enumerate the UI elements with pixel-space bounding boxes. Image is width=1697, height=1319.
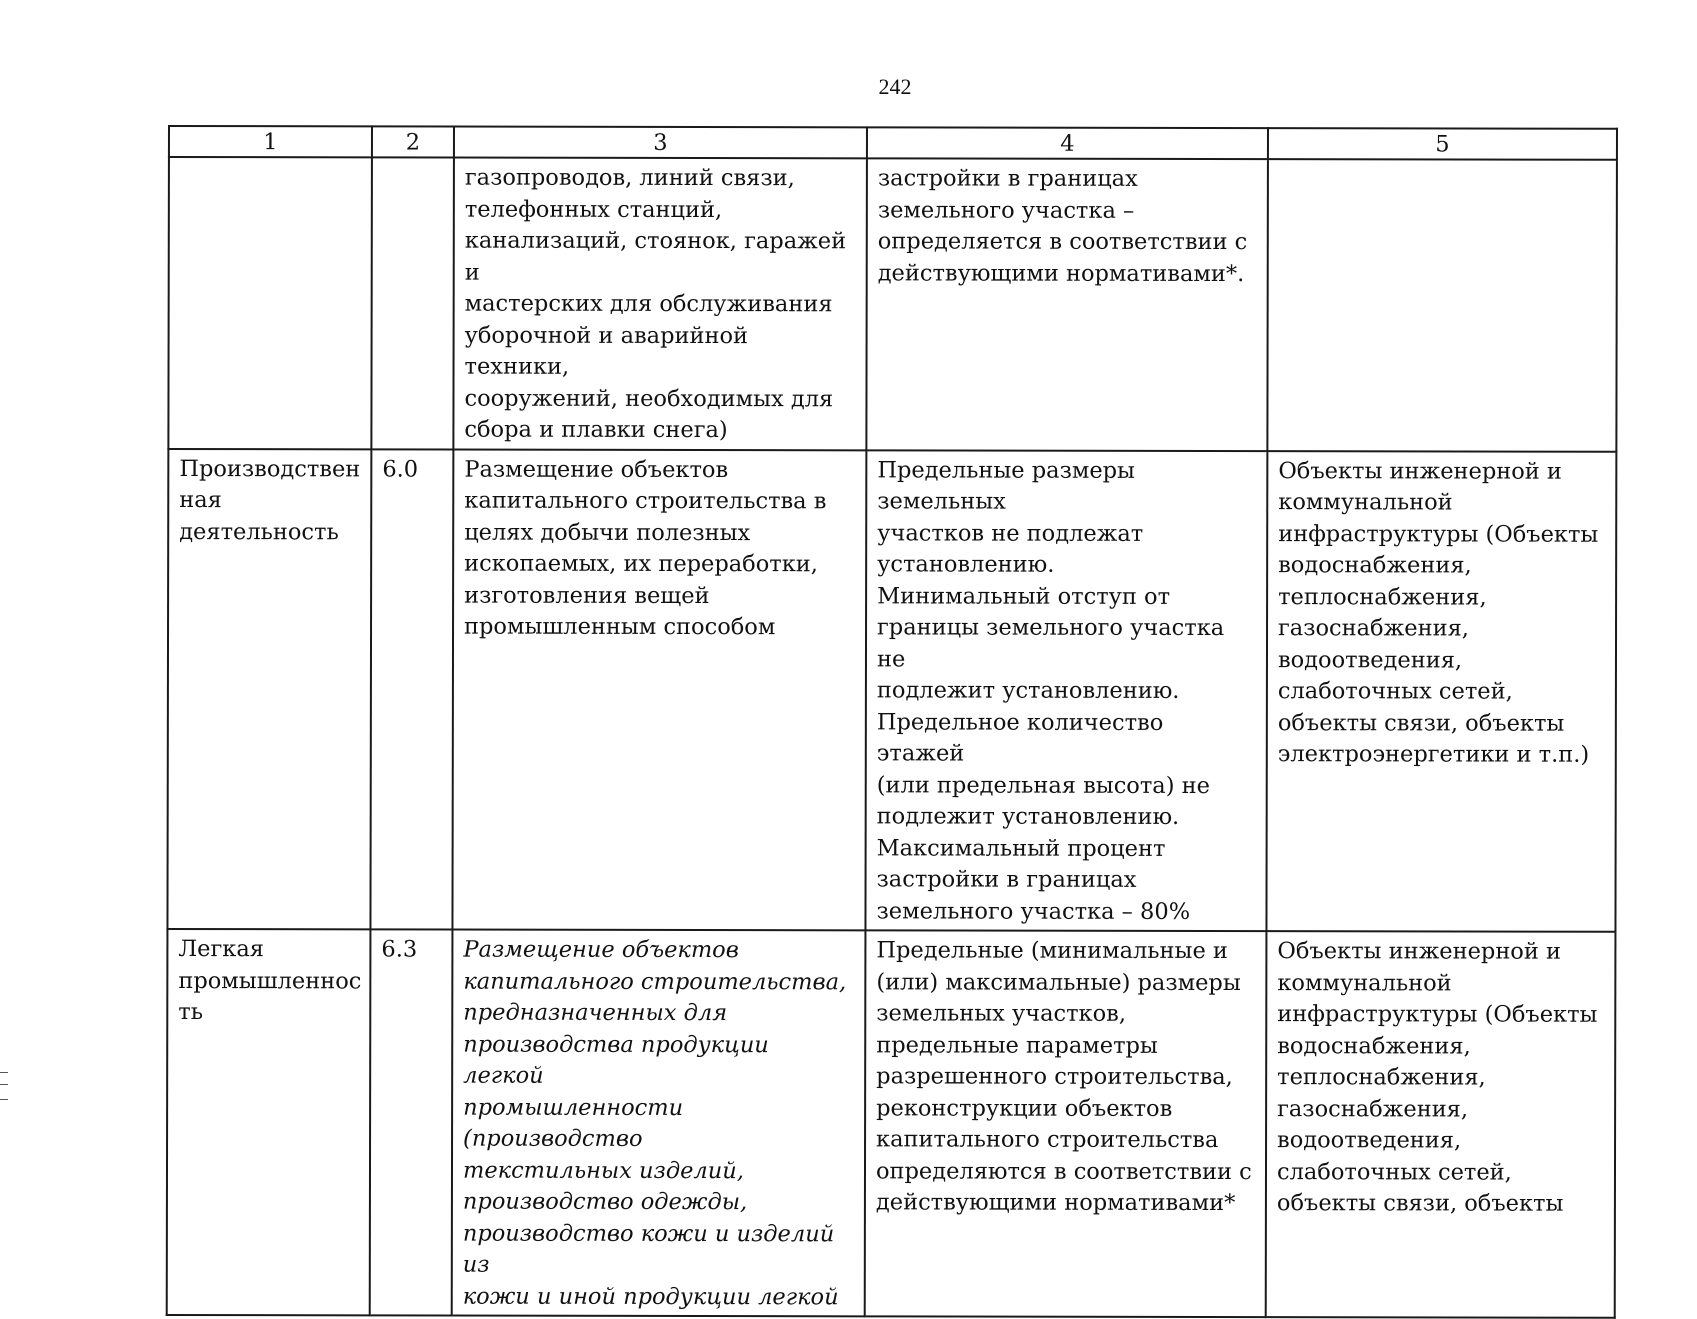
table-cell-parameters: Предельные (минимальные и (или) максимальные) размеры земельных участков, предельные параметры разрешенного строительства, реконструкции объектов капитального строительства определяются в соответствии с действующими нормативами* [865, 930, 1267, 1317]
table-row [167, 929, 1616, 1318]
column-header-4: 4 [867, 127, 1268, 159]
table-row [168, 157, 1617, 451]
column-header-3: 3 [454, 127, 867, 159]
column-header-5: 5 [1268, 128, 1617, 160]
table-cell-parameters: Предельные размеры земельных участков не подлежат установлению. Минимальный отступ от границы земельного участка не подлежит установлению. Предельное количество этажей (или предельная высота) не подлежит установлению. Максимальный процент застройки в границах земельного участка – 80% [865, 450, 1267, 931]
table-cell-use-name [168, 157, 372, 449]
table-cell-description: газопроводов, линий связи, телефонных станций, канализаций, стоянок, гаражей и мастерских для обслуживания уборочной и аварийной техники, сооружений, необходимых для сбора и плавки снега) [453, 158, 867, 450]
table-cell-description: Размещение объектов капитального строительства в целях добычи полезных ископаемых, их переработки, изготовления вещей промышленным способом [452, 449, 866, 930]
table-cell-auxiliary-uses: Объекты инженерной и коммунальной инфраструктуры (Объекты водоснабжения, теплоснабжения, газоснабжения, водоотведения, слаботочных сетей, объекты связи, объекты [1266, 931, 1616, 1318]
table-cell-auxiliary-uses [1267, 159, 1617, 451]
table-cell-use-name: Производствен ная деятельность [167, 449, 371, 930]
table-cell-code [371, 157, 454, 449]
table-header-row [169, 126, 1617, 160]
table-row [167, 449, 1616, 932]
table-cell-description: Размещение объектов капитального строительства, предназначенных для производства продукции легкой промышленности (производство текстильных изделий, производство одежды, производство кожи и изделий из кожи и иной продукции легкой [452, 930, 866, 1317]
column-header-1: 1 [169, 126, 372, 157]
column-header-2: 2 [372, 126, 454, 157]
table-cell-code: 6.0 [370, 449, 453, 930]
table-cell-use-name: Легкая промышленнос ть [167, 929, 371, 1315]
table-cell-code: 6.3 [370, 929, 453, 1315]
table-cell-parameters: застройки в границах земельного участка – определяется в соответствии с действующими нормативами*. [866, 158, 1268, 450]
scan-edge-mark [0, 1072, 8, 1100]
page-number: 242 [878, 74, 912, 99]
zoning-table [166, 125, 1618, 1319]
table-cell-auxiliary-uses: Объекты инженерной и коммунальной инфраструктуры (Объекты водоснабжения, теплоснабжения, газоснабжения, водоотведения, слаботочных сетей, объекты связи, объекты электроэнергетики и т.п.) [1266, 451, 1616, 932]
